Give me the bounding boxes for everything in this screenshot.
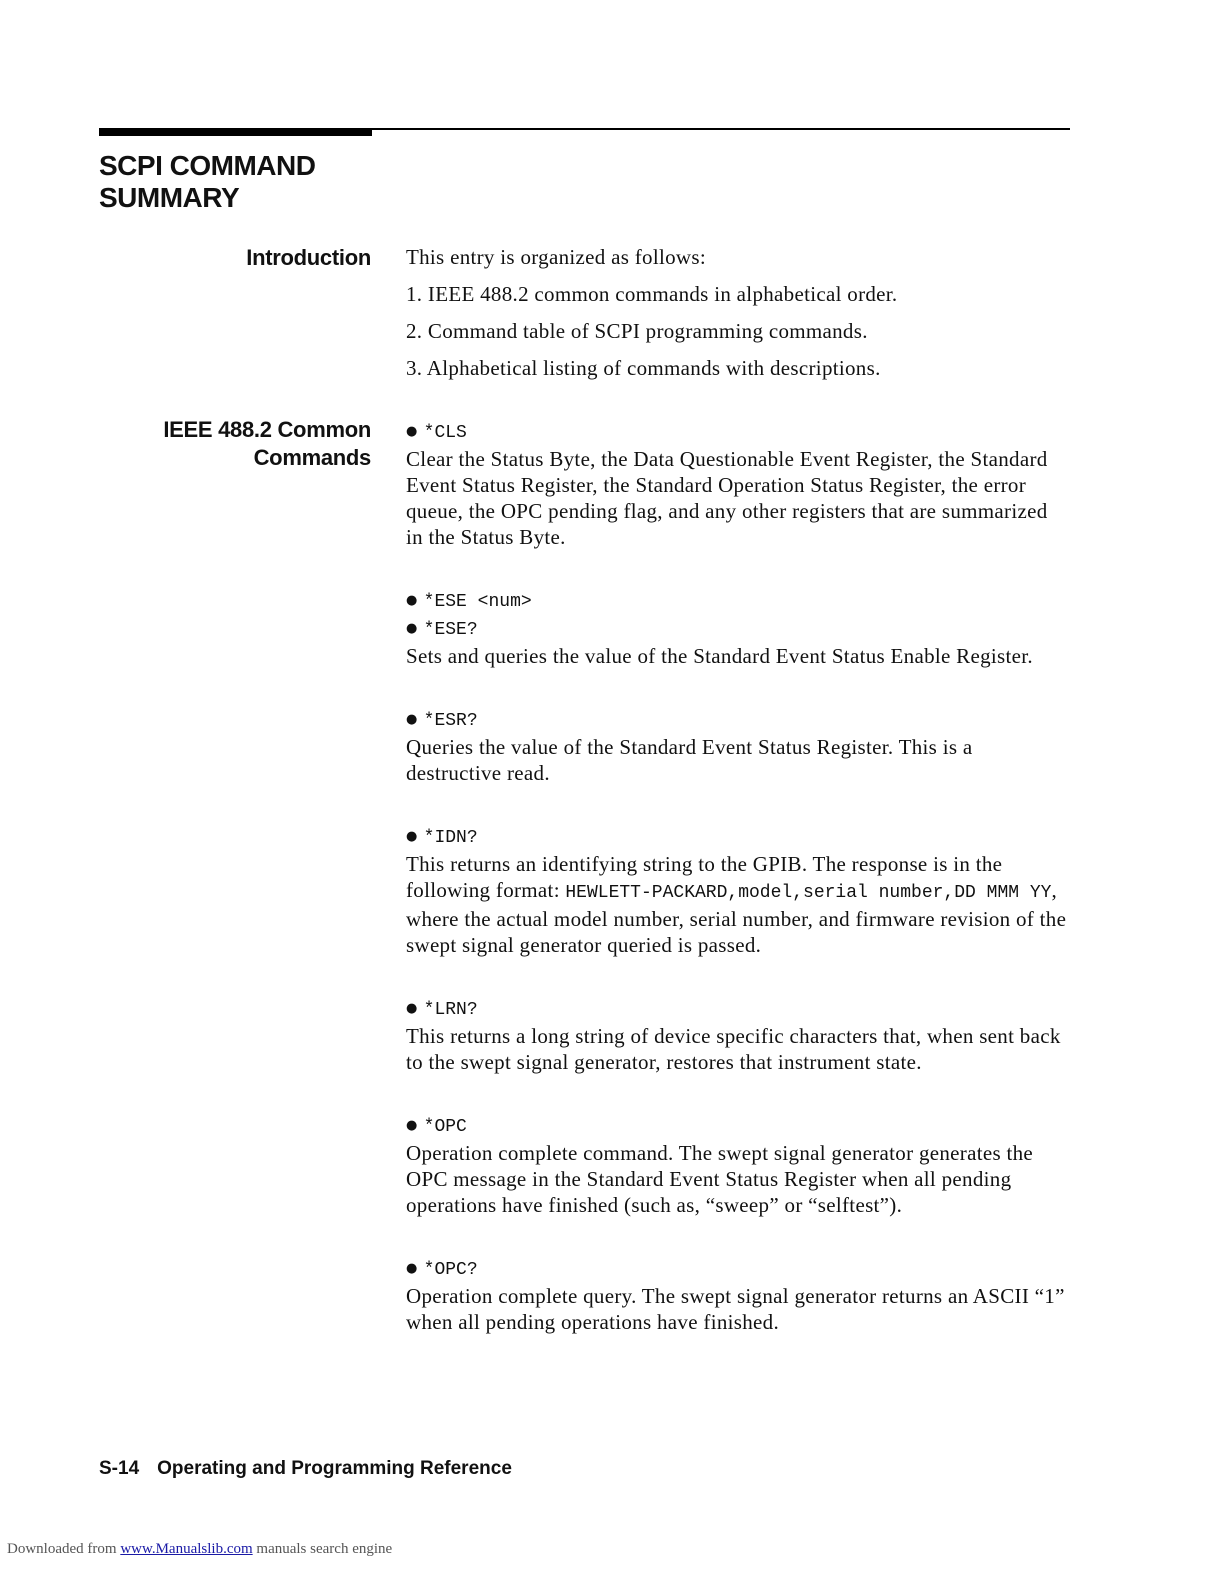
common-commands-heading-line1: IEEE 488.2 Common bbox=[163, 417, 371, 442]
command-line bbox=[406, 615, 1068, 643]
command-name: *CLS bbox=[423, 423, 467, 443]
command-line bbox=[406, 1112, 1068, 1140]
description-text: , where the actual model number, serial number, and firmware revision of the swept signal generator queried is passed. bbox=[406, 878, 1067, 957]
command-line bbox=[406, 995, 1068, 1023]
command-description: Sets and queries the value of the Standard Event Status Enable Register. bbox=[406, 644, 1033, 668]
bullet-icon: ● bbox=[406, 621, 418, 636]
bullet-icon: ● bbox=[406, 1118, 418, 1133]
command-name: *IDN? bbox=[423, 828, 478, 848]
command-entry-ese bbox=[406, 587, 1068, 669]
download-attribution bbox=[7, 1541, 392, 1558]
download-prefix: Downloaded from bbox=[7, 1541, 117, 1557]
command-line bbox=[406, 418, 1068, 446]
command-name: *LRN? bbox=[423, 1000, 478, 1020]
footer-page-number: S-14 bbox=[99, 1458, 140, 1479]
command-description: Queries the value of the Standard Event Status Register. This is a destructive read. bbox=[406, 735, 973, 785]
command-entry-cls bbox=[406, 418, 1068, 550]
command-description: Operation complete command. The swept signal generator generates the OPC message in the Standard Event Status Register when all pending operations have finished (such as, “sweep” or “selftest”). bbox=[406, 1141, 1034, 1217]
bullet-icon: ● bbox=[406, 1001, 418, 1016]
command-description bbox=[406, 851, 1068, 958]
footer-title: Operating and Programming Reference bbox=[157, 1458, 512, 1479]
bullet-icon: ● bbox=[406, 593, 418, 608]
command-name: *OPC bbox=[423, 1117, 467, 1137]
command-entry-idn bbox=[406, 823, 1068, 958]
list-item: 2. Command table of SCPI programming commands. bbox=[406, 319, 868, 343]
introduction-heading-text: Introduction bbox=[246, 245, 371, 270]
download-suffix: manuals search engine bbox=[256, 1541, 393, 1557]
page-title-line1: SCPI COMMAND bbox=[99, 150, 316, 181]
bullet-icon: ● bbox=[406, 424, 418, 439]
introduction-body bbox=[406, 244, 1066, 381]
command-line bbox=[406, 823, 1068, 851]
command-description: This returns a long string of device specific characters that, when sent back to the swept signal generator, restores that instrument state. bbox=[406, 1024, 1061, 1074]
bullet-icon: ● bbox=[406, 1261, 418, 1276]
manualslib-link[interactable]: www.Manualslib.com bbox=[120, 1541, 253, 1557]
command-description: Clear the Status Byte, the Data Questionable Event Register, the Standard Event Status Register, the Standard Operation Status Register, the error queue, the OPC pending flag, and any other registers that are summarized in the Status Byte. bbox=[406, 447, 1048, 549]
command-name: *ESE? bbox=[423, 620, 478, 640]
page-title-line2: SUMMARY bbox=[99, 182, 240, 213]
introduction-heading bbox=[99, 244, 371, 272]
common-commands-heading-line2: Commands bbox=[253, 445, 371, 470]
page-footer bbox=[99, 1458, 512, 1480]
list-item: 1. IEEE 488.2 common commands in alphabetical order. bbox=[406, 282, 898, 306]
common-commands-list bbox=[406, 418, 1068, 1372]
description-text: This returns an identifying string to the GPIB. The response is in the following format: bbox=[406, 852, 1003, 902]
introduction-lead: This entry is organized as follows: bbox=[406, 245, 706, 269]
response-format-code: HEWLETT-PACKARD,model,serial number,DD MMM YY bbox=[565, 883, 1052, 903]
introduction-list bbox=[406, 281, 1066, 381]
command-entry-opc-query bbox=[406, 1255, 1068, 1335]
command-line bbox=[406, 587, 1068, 615]
command-line bbox=[406, 1255, 1068, 1283]
header-rule-thick bbox=[99, 129, 372, 136]
command-name: *ESR? bbox=[423, 711, 478, 731]
page-title bbox=[99, 150, 399, 214]
bullet-icon: ● bbox=[406, 712, 418, 727]
list-item: 3. Alphabetical listing of commands with descriptions. bbox=[406, 356, 881, 380]
command-entry-opc bbox=[406, 1112, 1068, 1218]
command-entry-lrn bbox=[406, 995, 1068, 1075]
command-name: *ESE <num> bbox=[423, 592, 532, 612]
command-entry-esr bbox=[406, 706, 1068, 786]
common-commands-heading bbox=[99, 416, 371, 472]
command-description: Operation complete query. The swept signal generator returns an ASCII “1” when all pending operations have finished. bbox=[406, 1284, 1065, 1334]
command-name: *OPC? bbox=[423, 1260, 478, 1280]
command-line bbox=[406, 706, 1068, 734]
bullet-icon: ● bbox=[406, 829, 418, 844]
